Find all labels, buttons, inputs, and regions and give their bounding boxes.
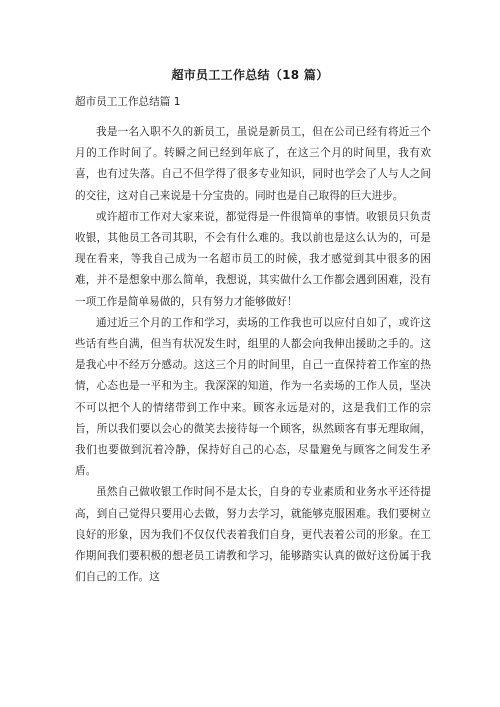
document-title: 超市员工工作总结（18 篇） <box>171 68 329 82</box>
paragraph: 或许超市工作对大家来说，都觉得是一件很简单的事情。收银员只负责收银，其他员工各司其职，不会有什么难的。我以前也是这么认为的，可是现在看来，等我自己成为一名超市员工的时候，我才感觉到其中很多的困难，并不是想象中那么简单，我想说，其实做什么工作都会遇到困难，没有一项工作是简单易做的，只有努力才能够做好！ <box>75 210 431 308</box>
paragraph: 虽然自己做收银工作时间不是太长，自身的专业素质和业务水平还待提高，到自己觉得只要用心去做，努力去学习，就能够克服困难。我们要树立良好的形象，因为我们不仅仅代表着我们自身，更代表着公司的形象。在工作期间我们要积极的想老员工请教和学习，能够踏实认真的做好这份属于我们自己的工作。这 <box>75 486 431 584</box>
paragraph: 我是一名入职不久的新员工，虽说是新员工，但在公司已经有将近三个月的工作时间了。转瞬之间已经到年底了，在这三个月的时间里，我有欢喜，也有过失落。自己不但学得了很多专业知识，同时也学会了人与人之间的交往，这对自己来说是十分宝贵的。同时也是自己取得的巨大进步。 <box>75 126 431 202</box>
paragraph: 通过近三个月的工作和学习，卖场的工作我也可以应付自如了，或许这些话有些自满，但当有状况发生时，组里的人都会向我伸出援助之手的。这是我心中不经万分感动。这这三个月的时间里，自己一直保持着工作室的热情，心态也是一平和为主。我深深的知道，作为一名卖场的工作人员，坚决不可以把个人的情绪带到工作中来。顾客永远是对的，这是我们工作的宗旨，所以我们要以会心的微笑去接待每一个顾客，纵然顾客有事无理取闹，我们也要做到沉着冷静，保持好自己的心态，尽量避免与顾客之间发生矛盾。 <box>75 316 431 478</box>
document-body <box>75 122 431 588</box>
section-heading: 超市员工工作总结篇 1 <box>75 96 181 108</box>
